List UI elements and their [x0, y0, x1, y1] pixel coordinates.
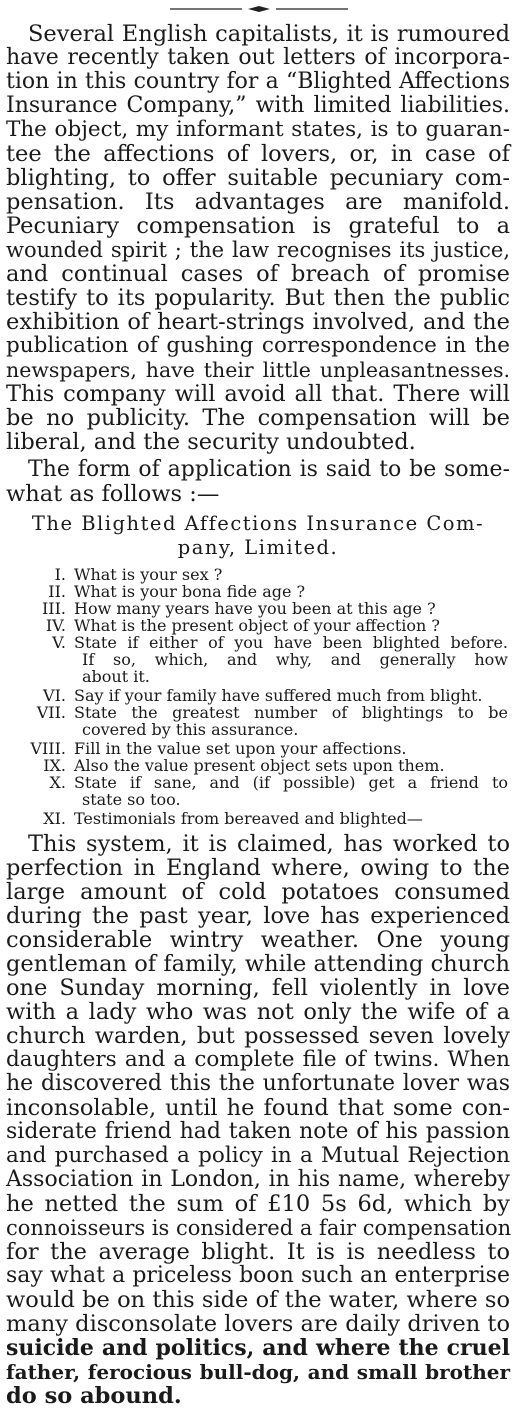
text-line: daughters and a complete file of twins. When: [6, 1047, 510, 1072]
text-line: suicide and politics, and where the cruel: [6, 1335, 510, 1361]
text-line: gentleman of family, while attending church: [6, 951, 510, 977]
text-line: newspapers, have their little unpleasantnesses.: [6, 358, 510, 382]
question-text: state so too.: [82, 790, 181, 809]
text-line: exhibition of heart-strings involved, and the: [6, 309, 510, 335]
question-text: State if either of you have been blighted before.: [74, 633, 508, 652]
question-text: about it.: [82, 667, 150, 686]
question-text: What is the present object of your affection ?: [74, 616, 440, 635]
text-line: large amount of cold potatoes consumed: [6, 879, 510, 905]
text-line: one Sunday morning, fell violently in love: [6, 975, 510, 1001]
text-line: wounded spirit ; the law recognises its justice,: [6, 238, 510, 262]
text-line: he discovered this the unfortunate lover was: [6, 1071, 510, 1096]
text-line: Pecuniary compensation is grateful to a: [6, 213, 510, 239]
question-number: VIII.: [30, 739, 66, 758]
question-number: IV.: [45, 616, 66, 635]
text-line: This company will avoid all that. There will: [6, 381, 510, 407]
text-line: father, ferocious bull-dog, and small brother: [6, 1360, 510, 1384]
text-line: The object, my informant states, is to guaran-: [6, 117, 510, 142]
text-line: blighting, to offer suitable pecuniary com-: [6, 165, 510, 191]
text-line: considerable wintry weather. One young: [6, 927, 510, 953]
text-line: what as follows :—: [6, 481, 220, 507]
text-line: many disconsolate lovers are daily driven to: [6, 1311, 510, 1337]
text-line: Association in London, in his name, whereby: [6, 1167, 510, 1192]
question-text: covered by this assurance.: [82, 720, 299, 739]
text-line: tion in this country for a “Blighted Affections: [6, 69, 510, 94]
text-line: and continual cases of breach of promise: [6, 261, 510, 287]
text-line: and purchased a policy in a Mutual Rejection: [6, 1143, 510, 1168]
form-heading: The Blighted Affections Insurance Com-: [31, 512, 485, 535]
question-number: VII.: [36, 703, 66, 722]
text-line: liberal, and the security undoubted.: [6, 429, 416, 455]
question-text: How many years have you been at this age ?: [74, 599, 436, 618]
question-text: Fill in the value set upon your affections.: [74, 739, 407, 758]
text-line: inconsolable, until he found that some con-: [6, 1095, 510, 1121]
ornamental-rule: [170, 6, 348, 12]
text-line: connoisseurs is considered a fair compensation: [6, 1216, 512, 1240]
text-line: The form of application is said to be some-: [28, 457, 510, 482]
question-number: II.: [48, 582, 66, 601]
question-text: Also the value present object sets upon them.: [74, 756, 445, 775]
text-line: for the average blight. It is is needless to: [6, 1239, 510, 1265]
text-line: tee the affections of lovers, or, in case of: [6, 141, 510, 167]
question-text: Say if your family have suffered much from blight.: [74, 686, 483, 705]
question-number: I.: [54, 565, 66, 584]
question-text: What is your sex ?: [74, 565, 223, 584]
question-text: State if sane, and (if possible) get a friend to: [74, 773, 508, 792]
question-number: V.: [52, 633, 66, 652]
text-line: be no publicity. The compensation will be: [6, 405, 510, 431]
question-number: IX.: [43, 756, 66, 775]
text-line: church warden, but possessed seven lovely: [6, 1023, 510, 1049]
text-line: siderate friend had taken note of his passion: [6, 1119, 510, 1144]
question-text: What is your bona fide age ?: [74, 582, 306, 601]
question-text: If so, which, and why, and generally how: [82, 650, 508, 669]
text-line: during the past year, love has experienced: [6, 903, 510, 929]
text-line: do so abound.: [6, 1383, 182, 1409]
text-line: Insurance Company,” with limited liabilities.: [6, 93, 510, 118]
text-line: This system, it is claimed, has worked to: [28, 831, 510, 857]
text-line: pensation. Its advantages are manifold.: [6, 189, 510, 215]
text-line: with a lady who was not only the wife of a: [6, 999, 510, 1025]
text-line: Several English capitalists, it is rumoured: [28, 21, 510, 47]
text-line: testify to its popularity. But then the public: [6, 285, 510, 311]
question-text: Testimonials from bereaved and blighted—: [74, 809, 423, 828]
text-line: have recently taken out letters of incorpora-: [6, 45, 510, 70]
question-number: III.: [41, 599, 66, 618]
text-line: would be on this side of the water, where so: [6, 1287, 510, 1313]
text-line: he netted the sum of £10 5s 6d, which by: [6, 1191, 510, 1217]
question-number: VI.: [43, 686, 66, 705]
question-number: XI.: [43, 809, 66, 828]
text-line: say what a priceless boon such an enterprise: [6, 1263, 510, 1288]
question-text: State the greatest number of blightings to be: [74, 703, 508, 722]
form-heading: pany, Limited.: [177, 536, 339, 559]
text-line: publication of gushing correspondence in the: [6, 333, 510, 358]
text-line: perfection in England where, owing to the: [6, 855, 510, 881]
question-number: X.: [49, 773, 66, 792]
